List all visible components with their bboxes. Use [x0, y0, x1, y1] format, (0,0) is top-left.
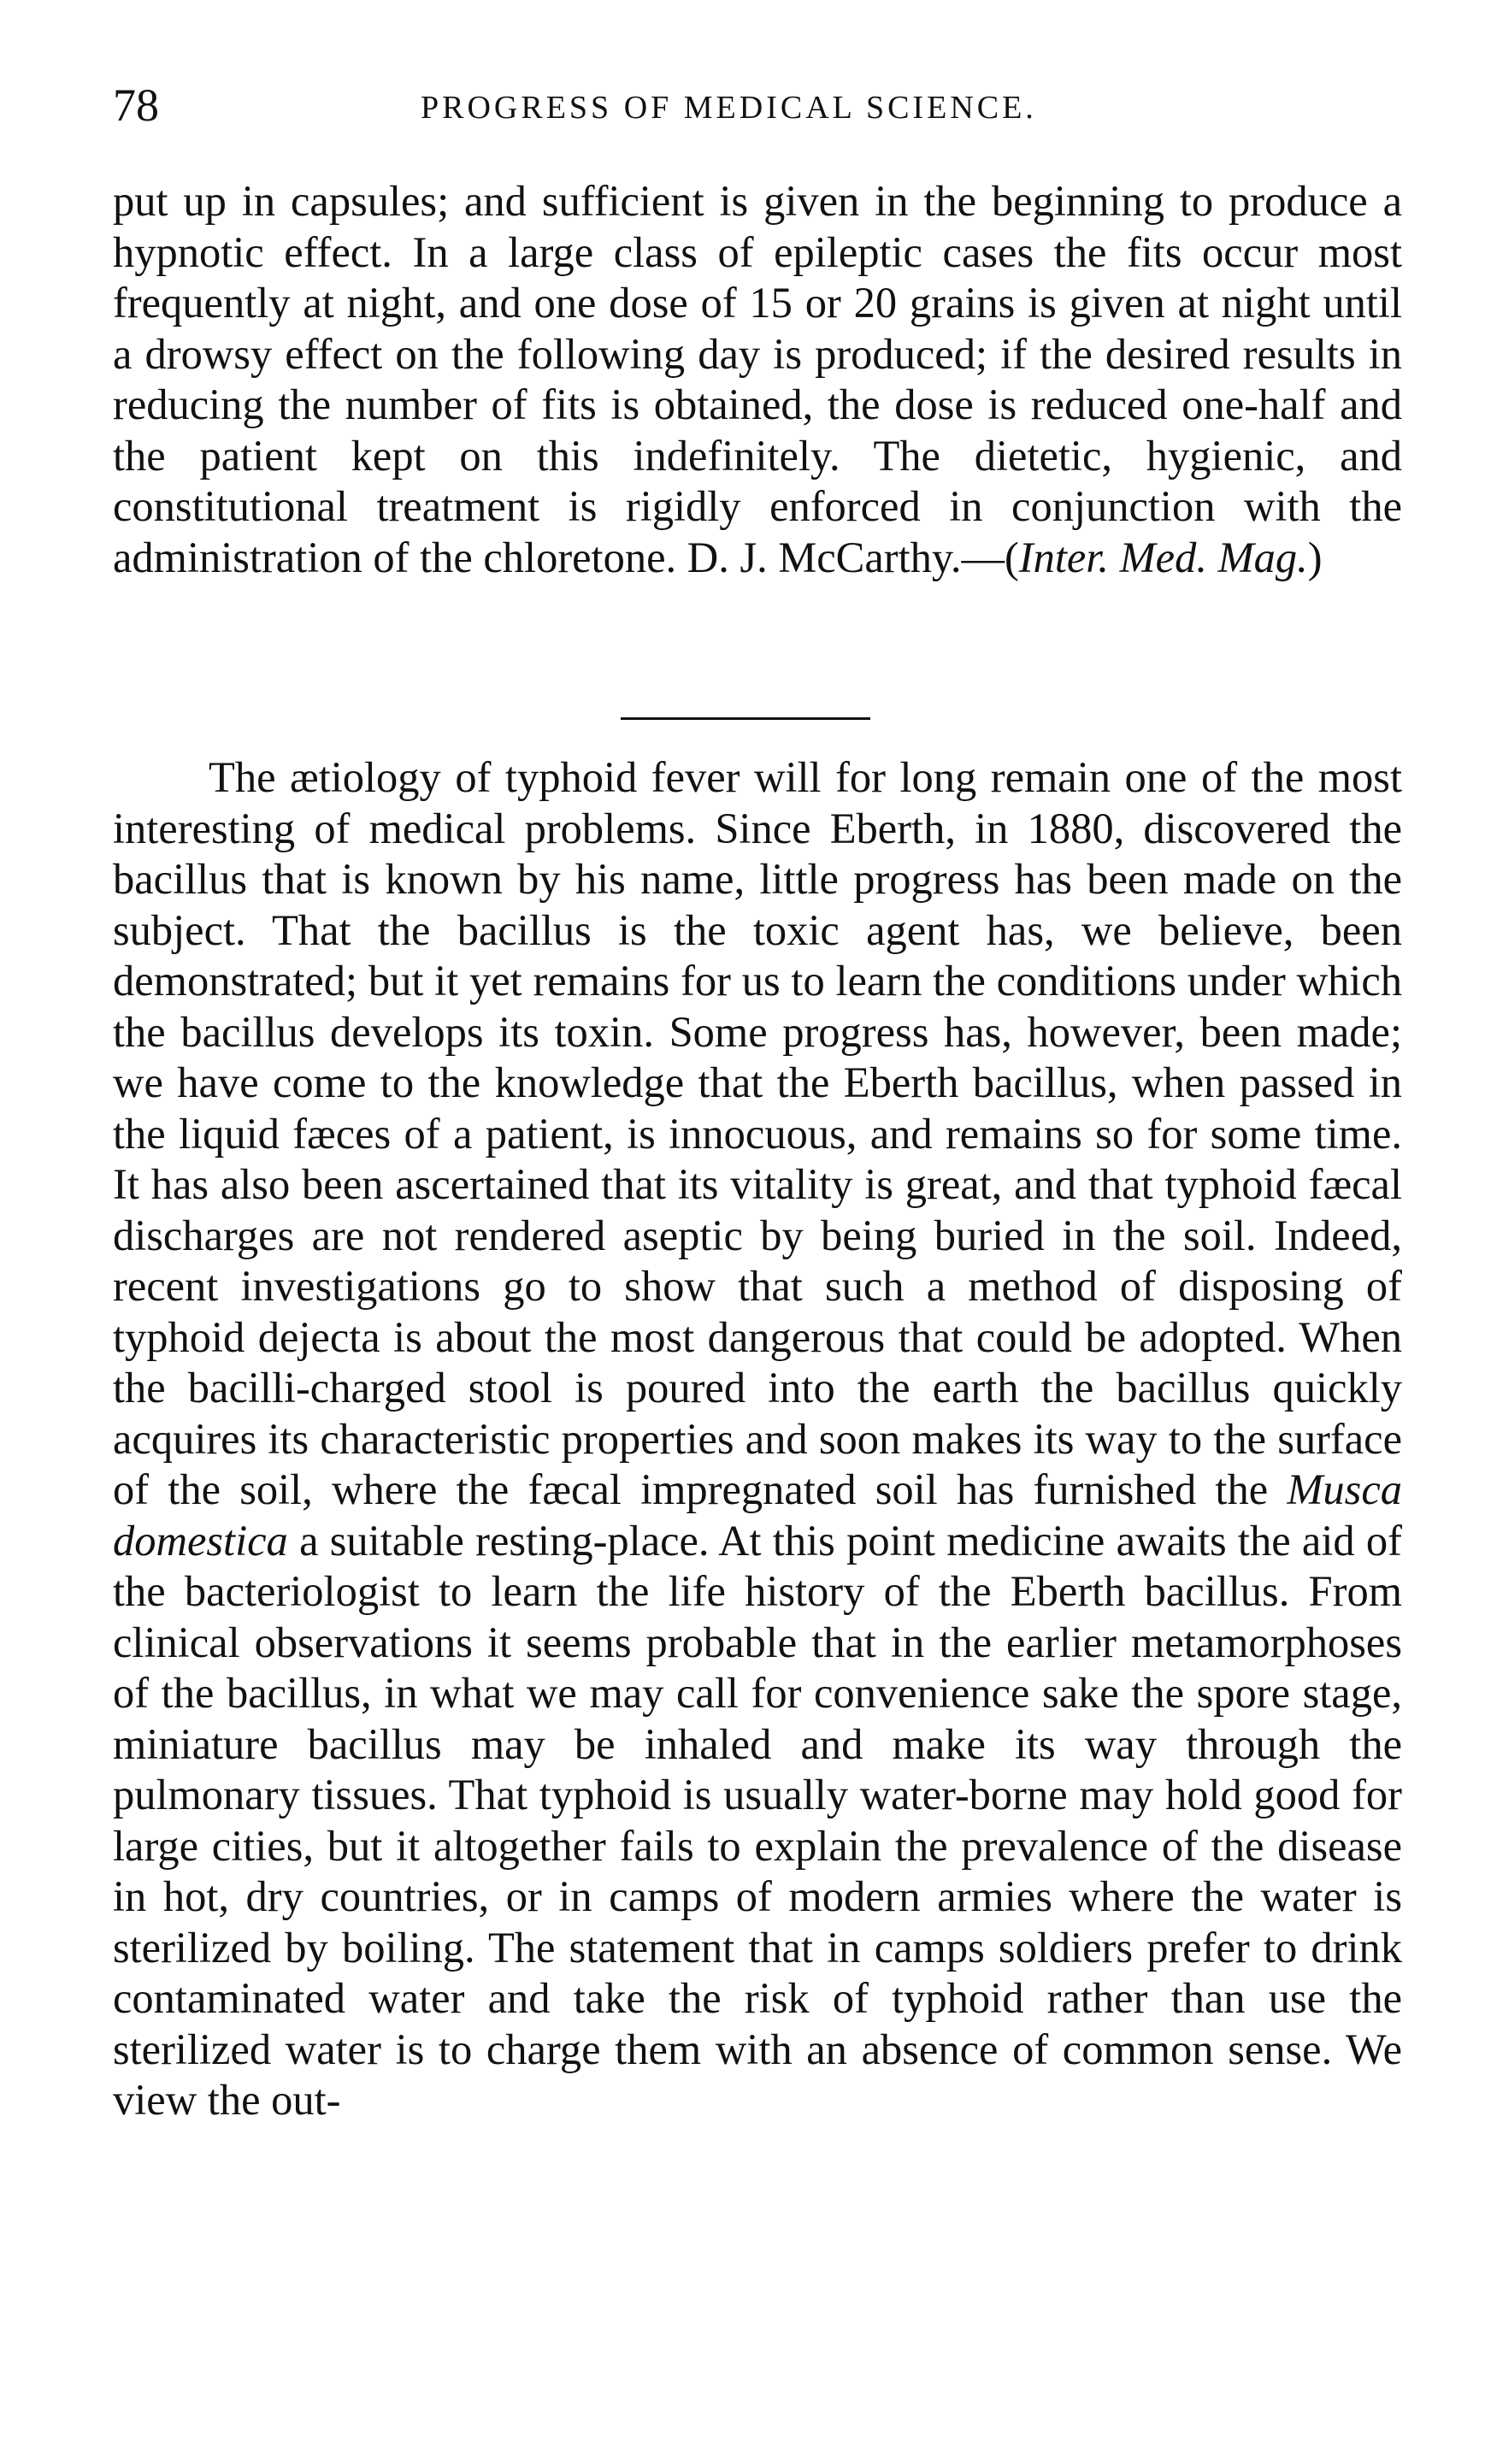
citation-open: (: [1004, 533, 1019, 581]
paragraph-typhoid: [113, 752, 1402, 2126]
paragraph-chloretone: [113, 176, 1402, 583]
running-head: PROGRESS OF MEDICAL SCIENCE.: [421, 90, 1037, 126]
paragraph-text-part2: a suitable resting-place. At this point medicine awaits the aid of the bacteriologist to learn the life history of the Eberth bacillus. From clinical observations it seems probable that in the earlier metamorphoses of the bacillus, in what we may call for convenience sake the spore stage, miniature bacillus may be inhaled and make its way through the pulmonary tissues. That typhoid is usually water-borne may hold good for large cities, but it altogether fails to explain the prevalence of the disease in hot, dry countries, or in camps of modern armies where the water is sterilized by boiling. The statement that in camps soldiers prefer to drink contaminated water and take the risk of typhoid rather than use the sterilized water is to charge them with an absence of common sense. We view the out-: [113, 1516, 1402, 2124]
citation-source: Inter. Med. Mag.: [1018, 533, 1308, 581]
paragraph-text: put up in capsules; and sufficient is given in the beginning to produce a hypnotic effect. In a large class of epileptic cases the fits occur most frequently at night, and one dose of 15 or 20 grains is given at night until a drowsy effect on the following day is produced; if the desired results in reducing the number of fits is obtained, the dose is reduced one-half and the patient kept on this indefinitely. The dietetic, hygienic, and constitutional treatment is rigidly enforced in conjunction with the administration of the chloretone. D. J. McCarthy.—: [113, 177, 1402, 581]
page-number: 78: [113, 80, 159, 131]
page-header: [113, 75, 1402, 135]
paragraph-text-part1: The ætiology of typhoid fever will for long remain one of the most interesting of medical problems. Since Eberth, in 1880, discovered the bacillus that is known by his name, little progress has been made on the subject. That the bacillus is the toxic agent has, we believe, been demonstrated; but it yet remains for us to learn the conditions under which the bacillus develops its toxin. Some progress has, however, been made; we have come to the knowledge that the Eberth bacillus, when passed in the liquid fæces of a patient, is innocuous, and remains so for some time. It has also been ascertained that its vitality is great, and that typhoid fæcal discharges are not rendered aseptic by being buried in the soil. Indeed, recent investigations go to show that such a method of disposing of typhoid dejecta is about the most dangerous that could be adopted. When the bacilli-charged stool is poured into the earth the bacillus quickly acquires its characteristic properties and soon makes its way to the surface of the soil, where the fæcal impregnated soil has furnished the: [113, 753, 1402, 1513]
italic-term: Musca domestica: [113, 1465, 1402, 1565]
citation-close: ): [1307, 533, 1323, 581]
section-divider: [621, 717, 870, 720]
